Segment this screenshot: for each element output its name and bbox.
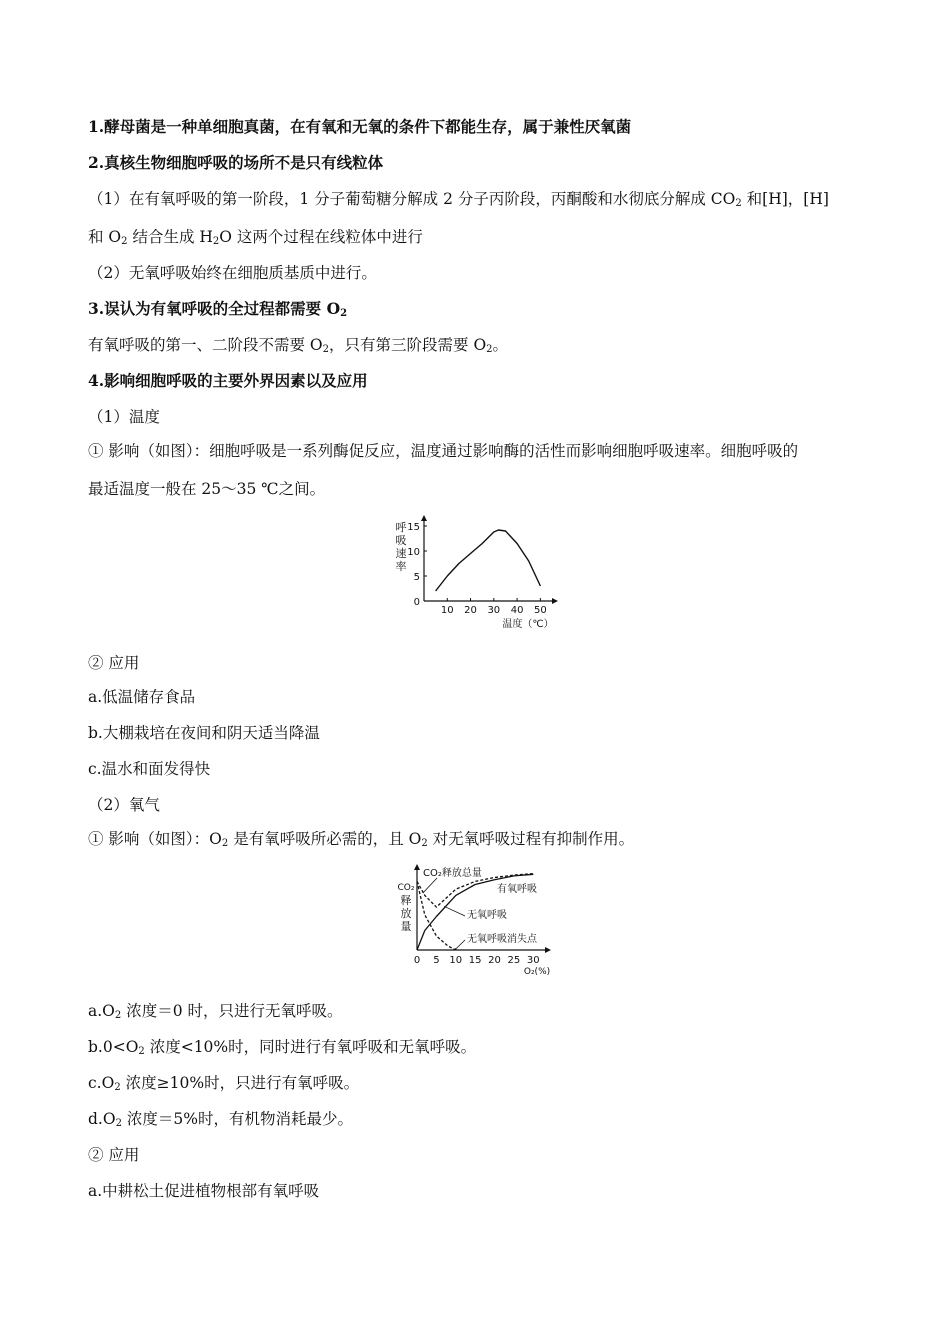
y-axis-label-char: 放 — [400, 907, 412, 920]
x-tick-label: 20 — [464, 605, 477, 616]
y-axis-label-char: 速 — [395, 547, 407, 560]
y-axis-label-char: 呼 — [395, 521, 407, 534]
temperature-title: （1）温度 — [88, 408, 160, 426]
temperature-effect-b: 最适温度一般在 25～35 ℃之间。 — [88, 480, 326, 498]
annotation-vanish-point: 无氧呼吸消失点 — [467, 934, 537, 945]
temperature-app-b: b.大棚栽培在夜间和阴天适当降温 — [88, 724, 320, 742]
x-tick-label: 0 — [413, 955, 421, 966]
paragraph-3: 有氧呼吸的第一、二阶段不需要 $O_2$，只有第三阶段需要 $O_2$。 — [88, 336, 509, 355]
oxygen-title: （2）氧气 — [88, 796, 160, 814]
y-axis-arrow — [421, 515, 427, 521]
paragraph-2-1a: （1）在有氧呼吸的第一阶段，1 分子葡萄糖分解成 2 分子丙阶段，丙酮酸和水彻底分解成 $CO_2$ 和[H]，[H] — [88, 190, 829, 209]
x-tick-label: 25 — [507, 955, 521, 966]
oxygen-effect: ① 影响（如图）：$O_2$ 是有氧呼吸所必需的，且 $O_2$ 对无氧呼吸过程有抑制作用。 — [88, 830, 635, 849]
y-tick-label: 15 — [407, 522, 420, 533]
oxygen-item-b: $b.0<O_2$ 浓度<10%时，同时进行有氧呼吸和无氧呼吸。 — [88, 1038, 477, 1057]
annotation-aerobic: 有氧呼吸 — [497, 884, 537, 895]
x-tick-label: 10 — [440, 605, 454, 616]
y-tick-label: 5 — [413, 572, 420, 583]
leader-anaerobic — [444, 906, 465, 916]
x-axis-arrow — [552, 598, 558, 604]
paragraph-2-1b: 和 $O_2$ 结合生成 $H_2O$ 这两个过程在线粒体中进行 — [88, 228, 423, 247]
x-tick-label: 50 — [533, 605, 547, 616]
y-axis-label-char: 量 — [400, 920, 412, 933]
oxygen-app-a: a.中耕松土促进植物根部有氧呼吸 — [88, 1182, 320, 1200]
oxygen-app-title: ② 应用 — [88, 1146, 140, 1164]
x-tick-label: 40 — [510, 605, 524, 616]
temperature-app-c: c.温水和面发得快 — [88, 760, 211, 778]
x-tick-label: 30 — [487, 605, 501, 616]
y-tick-label: 0 — [413, 597, 420, 608]
leader-total — [423, 878, 437, 893]
heading-3: 3.误认为有氧呼吸的全过程都需要 $O_2$ — [88, 299, 348, 319]
y-axis-label-char: 释 — [400, 894, 412, 907]
heading-4: 4.影响细胞呼吸的主要外界因素以及应用 — [88, 371, 368, 390]
y-axis-arrow — [414, 864, 420, 870]
annotation-total-co2: CO₂释放总量 — [423, 868, 482, 879]
y-axis-label-char: 吸 — [395, 534, 407, 547]
oxygen-item-d: $d.O_2$ 浓度＝5%时，有机物消耗最少。 — [88, 1110, 353, 1129]
temperature-effect-a: ① 影响（如图）：细胞呼吸是一系列酶促反应，温度通过影响酶的活性而影响细胞呼吸速率。细胞呼吸的 — [88, 442, 799, 460]
leader-vanish — [456, 940, 465, 949]
temperature-app-title: ② 应用 — [88, 654, 140, 672]
x-axis-label: 温度（℃） — [502, 619, 554, 630]
heading-1: 1.酵母菌是一种单细胞真菌，在有氧和无氧的条件下都能生存，属于兼性厌氧菌 — [88, 117, 632, 136]
x-axis-arrow — [545, 947, 551, 953]
y-axis-label-char: 率 — [395, 560, 407, 573]
temperature-app-a: a.低温储存食品 — [88, 688, 196, 706]
x-axis-label: O₂(%) — [523, 967, 551, 977]
y-axis-label-co2: CO₂ — [397, 883, 415, 893]
paragraph-2-2: （2）无氧呼吸始终在细胞质基质中进行。 — [88, 264, 377, 282]
oxygen-item-c: $c.O_2$ 浓度≥10%时，只进行有氧呼吸。 — [88, 1074, 360, 1093]
x-tick-label: 15 — [468, 955, 482, 966]
heading-2: 2.真核生物细胞呼吸的场所不是只有线粒体 — [88, 153, 384, 172]
x-tick-label: 20 — [488, 955, 501, 966]
annotation-anaerobic: 无氧呼吸 — [467, 910, 507, 921]
rate-curve — [436, 530, 541, 591]
x-tick-label: 30 — [526, 955, 540, 966]
x-tick-label: 10 — [449, 955, 463, 966]
x-tick-label: 5 — [433, 955, 440, 966]
temperature-chart — [380, 513, 580, 635]
oxygen-item-a: $a.O_2$ 浓度＝0 时，只进行无氧呼吸。 — [88, 1002, 343, 1021]
y-tick-label: 10 — [407, 547, 420, 558]
oxygen-chart — [385, 862, 575, 982]
